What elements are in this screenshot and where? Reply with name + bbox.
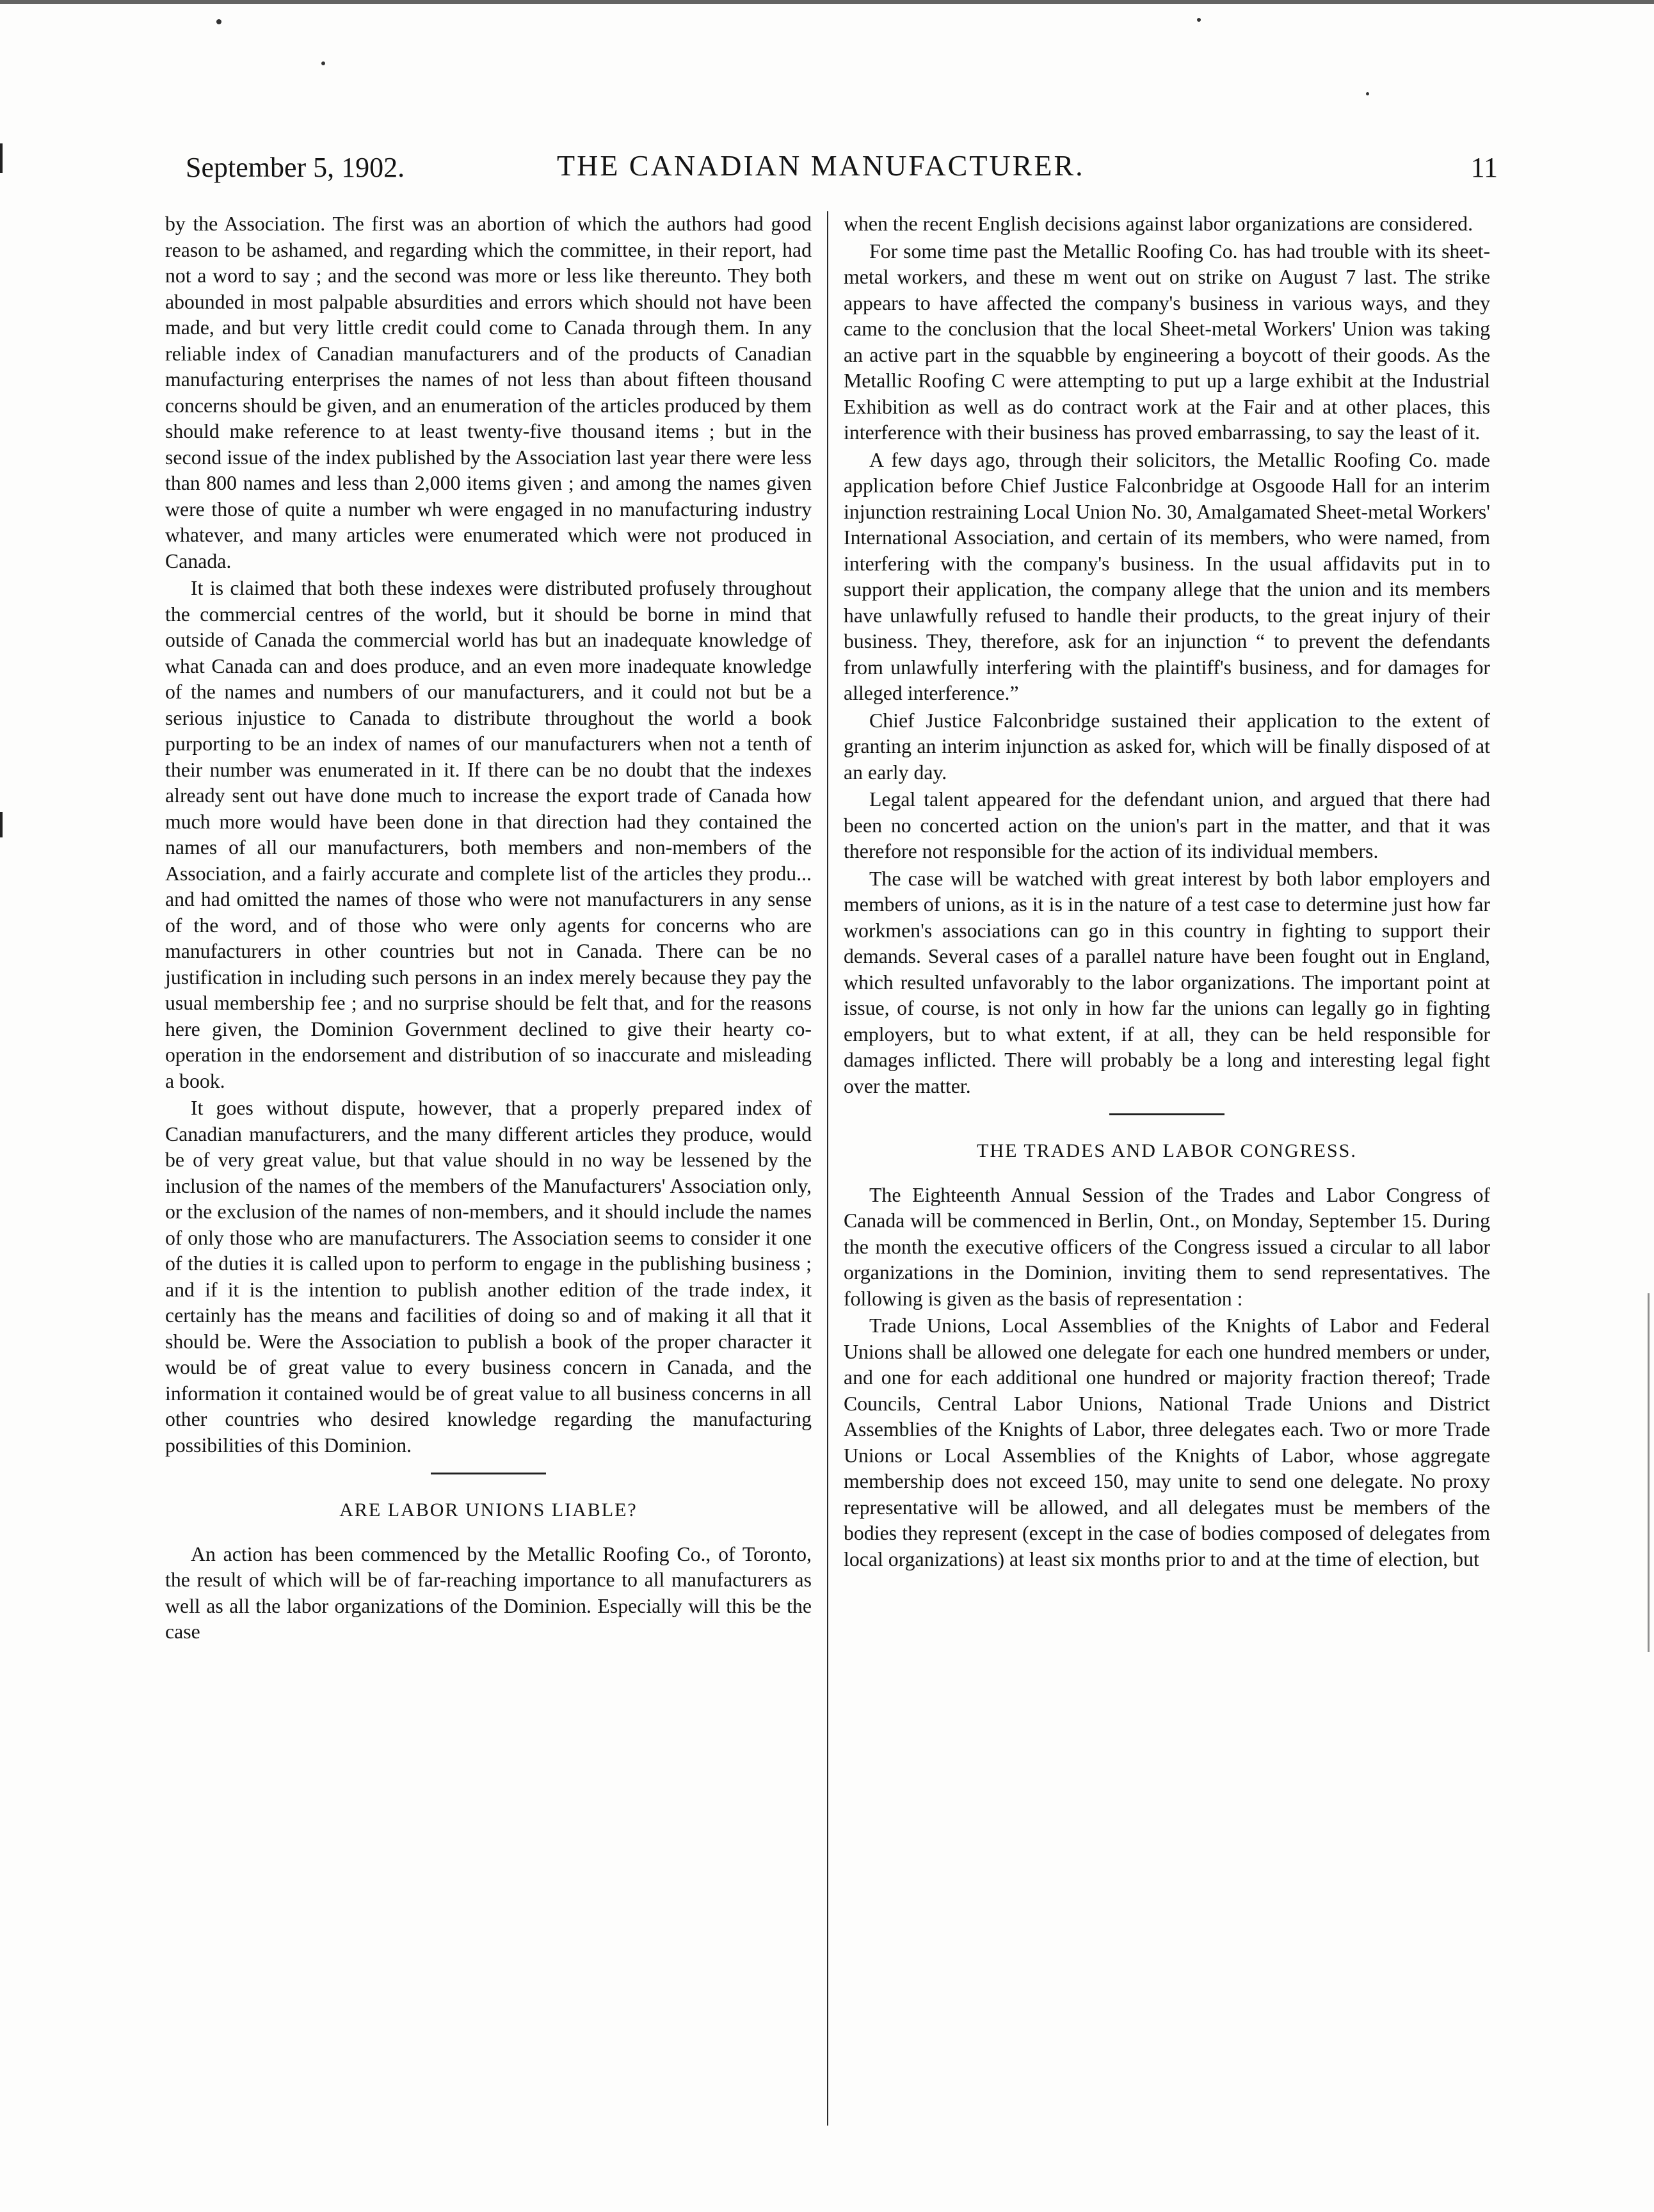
paragraph: For some time past the Metallic Roofing Co. has had trouble with its sheet-metal workers, and these m went out on strike on August 7 last. The strike appears to have affected the company's business in various ways, and they came to the conclusion that the local Sheet-metal Workers' Union was taking an active part in the squabble by engineering a boycott of their goods. As the Metallic Roofing C were attempting to put up a large exhibit at the Industrial Exhibition as well as do contract work at the Fair and at other places, this interference with their business has proved embarrassing, to say the least of it. xyxy=(844,239,1490,444)
scan-edge-mark xyxy=(0,143,3,173)
right-column xyxy=(844,211,1490,1574)
paragraph: Legal talent appeared for the defendant union, and argued that there had been no concerted action on the union's part in the matter, and that it was therefore not responsible for the action of its individual members. xyxy=(844,788,1490,862)
paragraph: when the recent English decisions against labor organizations are considered. xyxy=(844,213,1473,235)
issue-date: September 5, 1902. xyxy=(186,152,405,183)
print-speck xyxy=(1197,18,1201,22)
column-divider xyxy=(827,211,828,2126)
paragraph: Chief Justice Falconbridge sustained their application to the extent of granting an interim injunction as asked for, which will be finally disposed of at an early day. xyxy=(844,709,1490,784)
section-rule xyxy=(431,1473,546,1474)
paragraph: by the Association. The first was an abortion of which the authors had good reason to be ashamed, and regarding which the committee, in their report, had not a word to say ; and the second was more or less like thereunto. They both abounded in most palpable absurdities and errors which should not have been made, and but very little credit could come to Canada through them. In any reliable index of Canadian manufacturers and of the products of Canadian manufacturing enterprises the names of not less than about fifteen thousand concerns should be given, and an enumeration of the articles produced by them should make reference to at least twenty-five thousand items ; but in the second issue of the index published by the Association last year there were less than 800 names and less than 2,000 items given ; and among the names given were those of quite a number wh were engaged in no manufacturing industry whatever, and many articles were enumerated which were not produced in Canada. xyxy=(165,213,812,572)
page-number: 11 xyxy=(1470,152,1498,183)
scan-edge-mark xyxy=(1648,1293,1650,1652)
print-speck xyxy=(216,19,221,24)
section-rule xyxy=(1109,1113,1224,1115)
paragraph: It goes without dispute, however, that a properly prepared index of Canadian manufacturers, and the many different articles they produce, would be of very great value, but that value should in no way be lessened by the inclusion of the names of the members of the Manufacturers' Association only, or the exclusion of the names of non-members, and it should include the names of only those who are manufacturers. The Association seems to consider it one of the duties it is called upon to perform to engage in the publishing business ; and if it is the intention to publish another edition of the trade index, it certainly has the means and facilities of doing so and of making it all that it should be. Were the Association to publish a book of the proper character it would be of great value to every business concern in Canada, and the information it contained would be of great value to all business concerns in all other countries who desired knowledge regarding the manufacturing possibilities of this Dominion. xyxy=(165,1097,812,1457)
paragraph: A few days ago, through their solicitors, the Metallic Roofing Co. made application before Chief Justice Falconbridge at Osgoode Hall for an interim injunction restraining Local Union No. 30, Amalgamated Sheet-metal Workers' International Association, and certain of its members, who were named, from interfering with the company's business. In the usual affidavits put in to support their application, the company allege that the union and its members have unlawfully refused to handle their products, to the great injury of their business. They, therefore, ask for an injunction “ to prevent the defendants from unlawfully interfering with the plaintiff's business, and for damages for alleged interference.” xyxy=(844,448,1490,704)
article-heading: ARE LABOR UNIONS LIABLE? xyxy=(339,1499,638,1521)
left-column xyxy=(165,211,812,1647)
publication-title: THE CANADIAN MANUFACTURER. xyxy=(557,149,1085,182)
scan-edge-mark xyxy=(0,0,1654,4)
paragraph: Trade Unions, Local Assemblies of the Knights of Labor and Federal Unions shall be allowed one delegate for each one hundred members or under, and one for each additional one hundred or majority fraction thereof; Trade Councils, Central Labor Unions, National Trade Unions and District Assemblies of the Knights of Labor, three delegates each. Two or more Trade Unions or Local Assemblies of the Knights of Labor, whose aggregate membership does not exceed 150, may unite to send one delegate. No proxy representative will be allowed, and all delegates must be members of the bodies they represent (except in the case of bodies composed of delegates from local organizations) at least six months prior to and at the time of election, but xyxy=(844,1314,1490,1570)
print-speck xyxy=(321,61,325,65)
scan-edge-mark xyxy=(0,812,3,837)
article-heading: THE TRADES AND LABOR CONGRESS. xyxy=(977,1140,1357,1161)
print-speck xyxy=(1366,92,1369,95)
paragraph: It is claimed that both these indexes were distributed profusely throughout the commercial centres of the world, but it should be borne in mind that outside of Canada the commercial world has but an inadequate knowledge of what Canada can and does produce, and an even more inadequate knowledge of the names and numbers of our manufacturers, and it could not but be a serious injustice to Canada to distribute throughout the world a book purporting to be an index of names of our manufacturers when not a tenth of their number was enumerated in it. If there can be no doubt that the indexes already sent out have done much to increase the export trade of Canada how much more would have been done in that direction had they contained the names of all our manufacturers, both members and non-members of the Association, and a fairly accurate and complete list of the articles they produ... and had omitted the names of those who were not manufacturers in any sense of the word, and of those who were only agents for concerns who are manufacturers in other countries but not in Canada. There can be no justification in including such persons in an index merely because they pay the usual membership fee ; and no surprise should be felt that, and for the reasons here given, the Dominion Government declined to give their hearty co-operation in the endorsement and distribution of so inaccurate and misleading a book. xyxy=(165,577,812,1092)
paragraph: The Eighteenth Annual Session of the Trades and Labor Congress of Canada will be commenced in Berlin, Ont., on Monday, September 15. During the month the executive officers of the Congress issued a circular to all labor organizations in the Dominion, inviting them to send representatives. The following is given as the basis of representation : xyxy=(844,1183,1490,1310)
page-header xyxy=(186,146,1498,191)
paragraph: The case will be watched with great interest by both labor employers and members of unions, as it is in the nature of a test case to determine just how far workmen's associations can go in this country in fighting to support their demands. Several cases of a parallel nature have been fought out in England, which resulted unfavorably to the labor organizations. The important point at issue, of course, is not only in how far the unions can legally go in fighting employers, but to what extent, if at all, they can be held responsible for damages inflicted. There will probably be a long and interesting legal fight over the matter. xyxy=(844,867,1490,1097)
paragraph: An action has been commenced by the Metallic Roofing Co., of Toronto, the result of which will be of far-reaching importance to all manufacturers as well as all the labor organizations of the Dominion. Especially will this be the case xyxy=(165,1542,812,1643)
